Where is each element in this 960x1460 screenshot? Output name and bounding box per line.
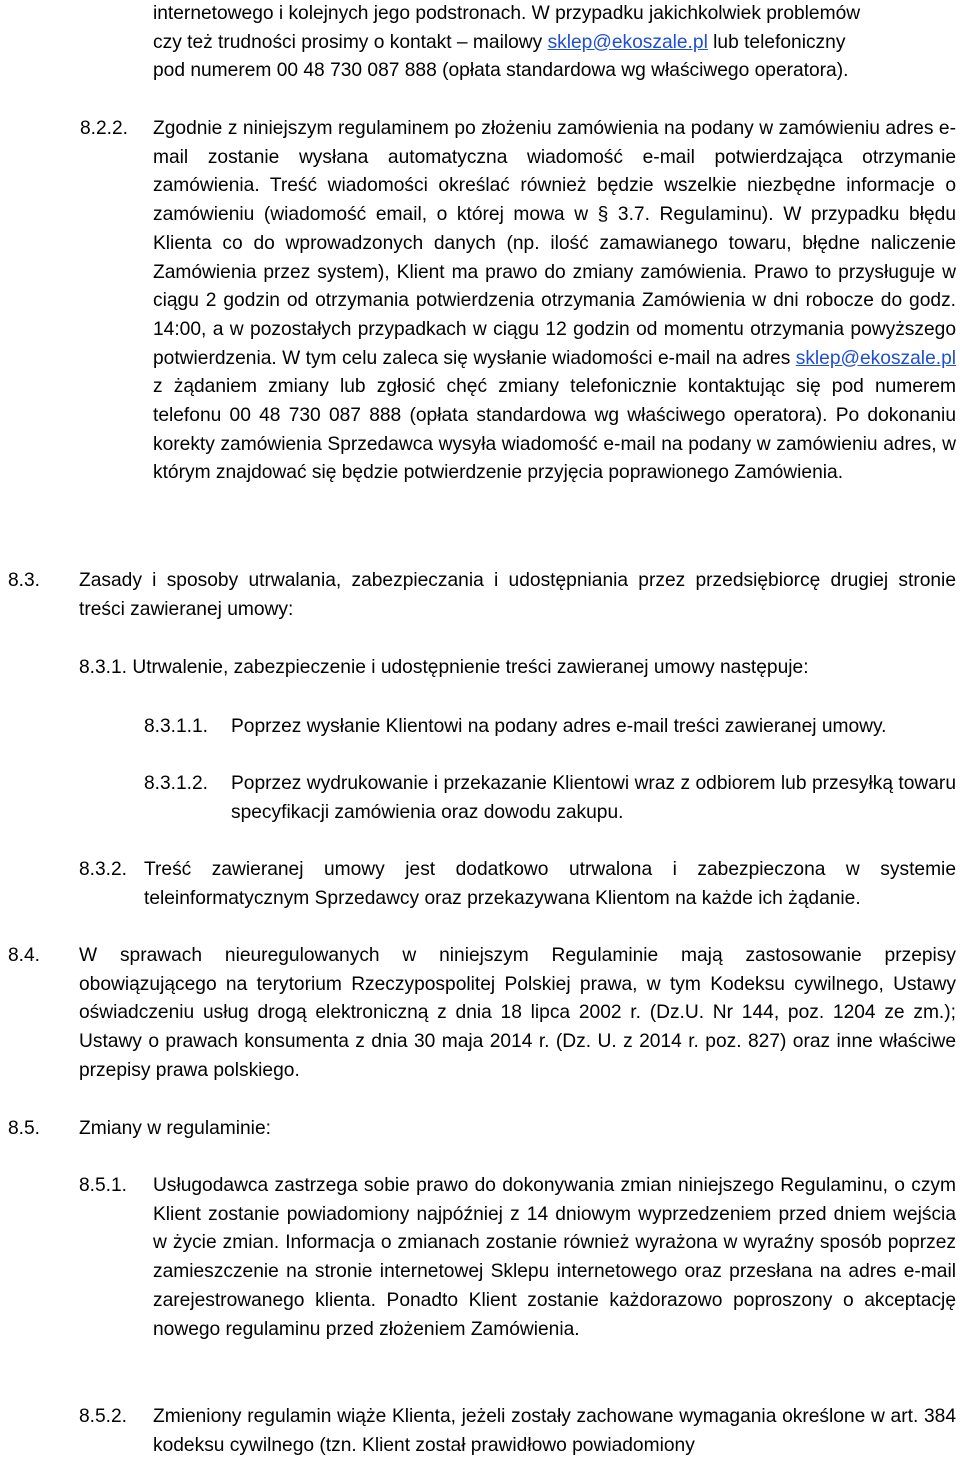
section-8-3-2-text: Treść zawieranej umowy jest dodatkowo utrwalona i zabezpieczona w systemie teleinformatycznym Sprzedawcy oraz przekazywana Klientom na każde ich żądanie. <box>144 859 956 909</box>
section-number-8-2-2: 8.2.2. <box>80 118 129 139</box>
section-number-8-5-1: 8.5.1. <box>79 1175 128 1196</box>
section-8-3-1-2-text: Poprzez wydrukowanie i przekazanie Klientowi wraz z odbiorem lub przesyłką towaru specyfikacji zamówienia oraz dowodu zakupu. <box>231 773 956 823</box>
email-link[interactable]: sklep@ekoszale.pl <box>795 347 956 369</box>
section-8-2-2-text-part: Zgodnie z niniejszym regulaminem po złożeniu zamówienia na podany w zamówieniu adres e-mail zostanie wysłana automatyczna wiadomość e-mail potwierdzająca otrzymanie zamówienia. Treść wiadomości określać również będzie wszelkie niezbędne informacje o zamówieniu (wiadomość email, o której mowa w § 3.7. Regulaminu). W przypadku błędu Klienta co do wprowadzonych danych (np. ilość zamawianego towaru, błędne naliczenie Zamówienia przez system), Klient ma prawo do zmiany zamówienia. Prawo to przysługuje w ciągu 2 godzin od otrzymania potwierdzenia otrzymania Zamówienia w dni robocze do godz. 14:00, a w pozostałych przypadkach w ciągu 12 godzin od momentu otrzymania powyższego potwierdzenia. W tym celu zaleca się wysłanie wiadomości e-mail na adres <box>153 118 956 369</box>
section-number-8-5: 8.5. <box>8 1118 41 1139</box>
section-8-2-2-text <box>153 115 956 488</box>
section-number-8-4: 8.4. <box>8 945 41 966</box>
section-number-8-3: 8.3. <box>8 570 41 591</box>
paragraph-continued-line <box>153 29 956 58</box>
email-link[interactable]: sklep@ekoszale.pl <box>547 31 708 53</box>
section-8-5-text: Zmiany w regulaminie: <box>79 1118 271 1139</box>
paragraph-continued-line <box>153 0 956 29</box>
section-8-3-1-text: 8.3.1. Utrwalenie, zabezpieczenie i udostępnienie treści zawieranej umowy następuje: <box>79 657 809 678</box>
paragraph-continued-line <box>153 57 956 86</box>
section-8-3-1-1-text: Poprzez wysłanie Klientowi na podany adres e-mail treści zawieranej umowy. <box>231 716 887 737</box>
section-8-2-2-text-part: z żądaniem zmiany lub zgłosić chęć zmiany telefonicznie kontaktując się pod numerem telefonu 00 48 730 087 888 (opłata standardowa wg właściwego operatora). Po dokonaniu korekty zamówienia Sprzedawca wysyła wiadomość e-mail na podany w zamówieniu adres, w którym znajdować się będzie potwierdzenie przyjęcia poprawionego Zamówienia. <box>153 376 956 484</box>
section-number-8-3-2: 8.3.2. <box>79 859 128 880</box>
paragraph-continued-text: czy też trudności prosimy o kontakt – mailowy <box>153 31 548 53</box>
section-8-3-text: Zasady i sposoby utrwalania, zabezpieczania i udostępniania przez przedsiębiorcę drugiej stronie treści zawieranej umowy: <box>79 570 956 620</box>
section-8-4-text: W sprawach nieuregulowanych w niniejszym Regulaminie mają zastosowanie przepisy obowiązującego na terytorium Rzeczypospolitej Polskiej prawa, w tym Kodeksu cywilnego, Ustawy oświadczeniu usług drogą elektroniczną z dnia 18 lipca 2002 r. (Dz.U. Nr 144, poz. 1204 ze zm.); Ustawy o prawach konsumenta z dnia 30 maja 2014 r. (Dz. U. z 2014 r. poz. 827) oraz inne właściwe przepisy prawa polskiego. <box>79 945 956 1081</box>
paragraph-continued <box>153 0 956 86</box>
section-number-8-3-1-1: 8.3.1.1. <box>144 716 209 737</box>
section-number-8-3-1-2: 8.3.1.2. <box>144 773 209 794</box>
paragraph-continued-line-text: internetowego i kolejnych jego podstronach. W przypadku jakichkolwiek problemów <box>153 3 861 24</box>
paragraph-continued-text: lub telefoniczny <box>707 31 846 53</box>
section-8-5-2-text: Zmieniony regulamin wiąże Klienta, jeżeli zostały zachowane wymagania określone w art. 384 kodeksu cywilnego (tzn. Klient został prawidłowo powiadomiony <box>153 1406 956 1456</box>
paragraph-continued-line-text: pod numerem 00 48 730 087 888 (opłata standardowa wg właściwego operatora). <box>153 60 849 82</box>
section-number-8-5-2: 8.5.2. <box>79 1406 128 1427</box>
section-8-5-1-text: Usługodawca zastrzega sobie prawo do dokonywania zmian niniejszego Regulaminu, o czym Klient zostanie powiadomiony najpóźniej z 14 dniowym wyprzedzeniem przed dniem wejścia w życie zmian. Informacja o zmianach zostanie również wyrażona w wyraźny sposób poprzez zamieszczenie na stronie internetowej Sklepu internetowego oraz przesłana na adres e-mail zarejestrowanego klienta. Ponadto Klient zostanie każdorazowo poproszony o akceptację nowego regulaminu przed złożeniem Zamówienia. <box>153 1175 956 1340</box>
